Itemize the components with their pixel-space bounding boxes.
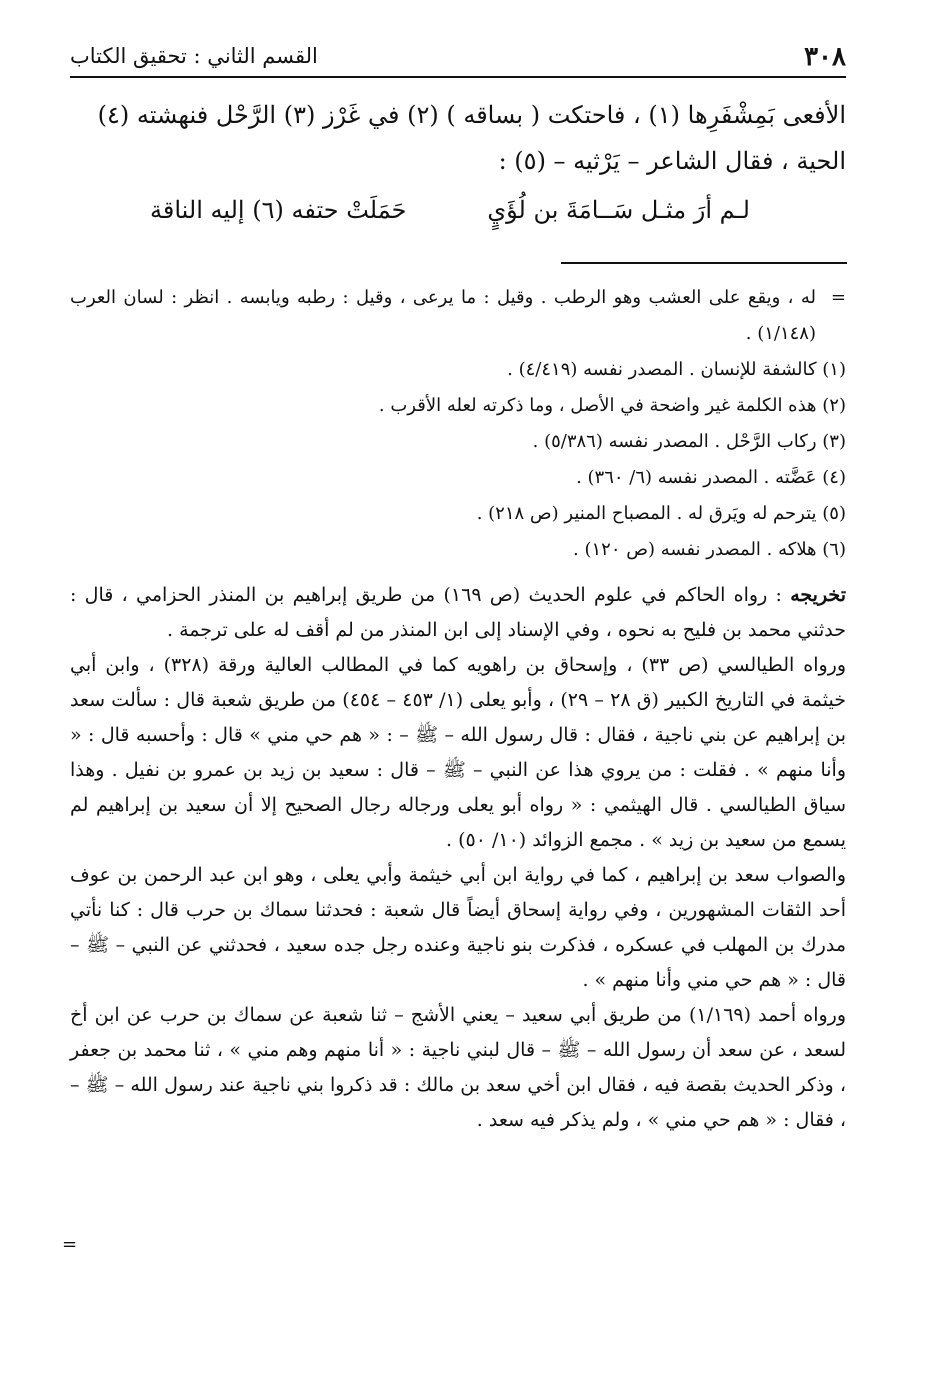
footnote-item: (٣) ركاب الرَّحْل . المصدر نفسه (٥/٣٨٦) . (532, 431, 846, 452)
main-text-line: الحية ، فقال الشاعر – يَرْثيه – (٥) : (498, 147, 846, 175)
footnote-item: (٥) يترحم له ويَرق له . المصباح المنير (ص ٢١٨) . (476, 503, 846, 524)
footnote-item: (١) كالشفة للإنسان . المصدر نفسه (٤/٤١٩) . (507, 359, 846, 380)
footnote-item: (٤) عَضَّته . المصدر نفسه (٦/ ٣٦٠) . (576, 467, 846, 488)
takhrij-intro: : رواه الحاكم في علوم الحديث (ص ١٦٩) من طريق إبراهيم بن المنذر الحزامي ، قال : حدثني محمد بن فليح به نحوه ، وفي الإسناد إلى ابن المنذر من لم أقف له على ترجمة . (70, 584, 846, 641)
main-text (70, 92, 846, 184)
page-header (70, 40, 846, 78)
takhrij-paragraph (70, 578, 846, 648)
continuation-mark: = (830, 287, 846, 308)
takhrij-paragraph: والصواب سعد بن إبراهيم ، كما في رواية ابن أبي خيثمة وأبي يعلى ، وهو ابن عبد الرحمن بن عوف أحد الثقات المشهورين ، وفي رواية إسحاق أيضاً قال شعبة : فحدثنا سماك بن حرب قال : كنا نأتي مدرك بن المهلب في عسكره ، فذكرت بنو ناجية وعنده رجل جده سعيد ، فحدثني عن النبي – ﷺ – قال : « هم حي مني وأنا منهم » . (70, 864, 846, 991)
takhrij-paragraph: ورواه الطيالسي (ص ٣٣) ، وإسحاق بن راهويه كما في المطالب العالية ورقة (٣٢٨) ، وابن أبي خيثمة في التاريخ الكبير (ق ٢٨ – ٢٩) ، وأبو يعلى (١/ ٤٥٣ – ٤٥٤) من طريق شعبة قال : سألت سعد بن إبراهيم عن بني ناجية ، فقال : قال رسول الله – ﷺ – : « هم حي مني » قال : وأحسبه قال : « وأنا منهم » . فقلت : من يروي هذا عن النبي – ﷺ – قال : سعيد بن زيد بن عمرو بن نفيل . وهذا سياق الطيالسي . قال الهيثمي : « رواه أبو يعلى ورجاله رجال الصحيح إلا أن سعيد بن إبراهيم لم يسمع من سعيد بن زيد » . مجمع الزوائد (١٠/ ٥٠) . (70, 654, 847, 851)
running-title: القسم الثاني : تحقيق الكتاب (70, 44, 318, 68)
takhrij-label: تخريجه (790, 584, 846, 606)
footnote-item: (٢) هذه الكلمة غير واضحة في الأصل ، وما ذكرته لعله الأقرب . (378, 395, 846, 416)
footnote-continuation (70, 280, 846, 352)
footnote-separator (561, 262, 847, 264)
main-text-line: الأفعى بَمِشْفَرِها (١) ، فاحتكت ( بساقه ) (٢) في غَرْز (٣) الرَّحْل فنهشته (٤) (97, 101, 846, 129)
takhrij-section (70, 578, 846, 1138)
verse-first-hemistich: لـم أرَ مثـل سَــامَةَ بن لُؤَيٍ (487, 196, 750, 224)
footnote-item: (٦) هلاكه . المصدر نفسه (ص ١٢٠) . (573, 539, 846, 560)
poetry-verse (150, 196, 750, 242)
footnotes (70, 280, 846, 568)
takhrij-paragraph: ورواه أحمد (١/١٦٩) من طريق أبي سعيد – يعني الأشج – ثنا شعبة عن سماك بن حرب عن ابن أخ لسعد ، عن سعد أن رسول الله – ﷺ – قال لبني ناجية : « أنا منهم وهم مني » ، ثنا محمد بن جعفر ، وذكر الحديث بقصة فيه ، فقال ابن أخي سعد بن مالك : قد ذكروا بني ناجية عند رسول الله – ﷺ – ، فقال : « هم حي مني » ، ولم يذكر فيه سعد . (70, 1004, 846, 1131)
page-end-mark: = (62, 1234, 78, 1255)
verse-second-hemistich: حَمَلَتْ حتفه (٦) إليه الناقة (150, 196, 407, 224)
footnote-continuation-text: له ، ويقع على العشب وهو الرطب . وقيل : ما يرعى ، وقيل : رطبه ويابسه . انظر : لسان العرب (١/١٤٨) . (70, 287, 816, 344)
page-number: ٣٠٨ (804, 42, 846, 72)
